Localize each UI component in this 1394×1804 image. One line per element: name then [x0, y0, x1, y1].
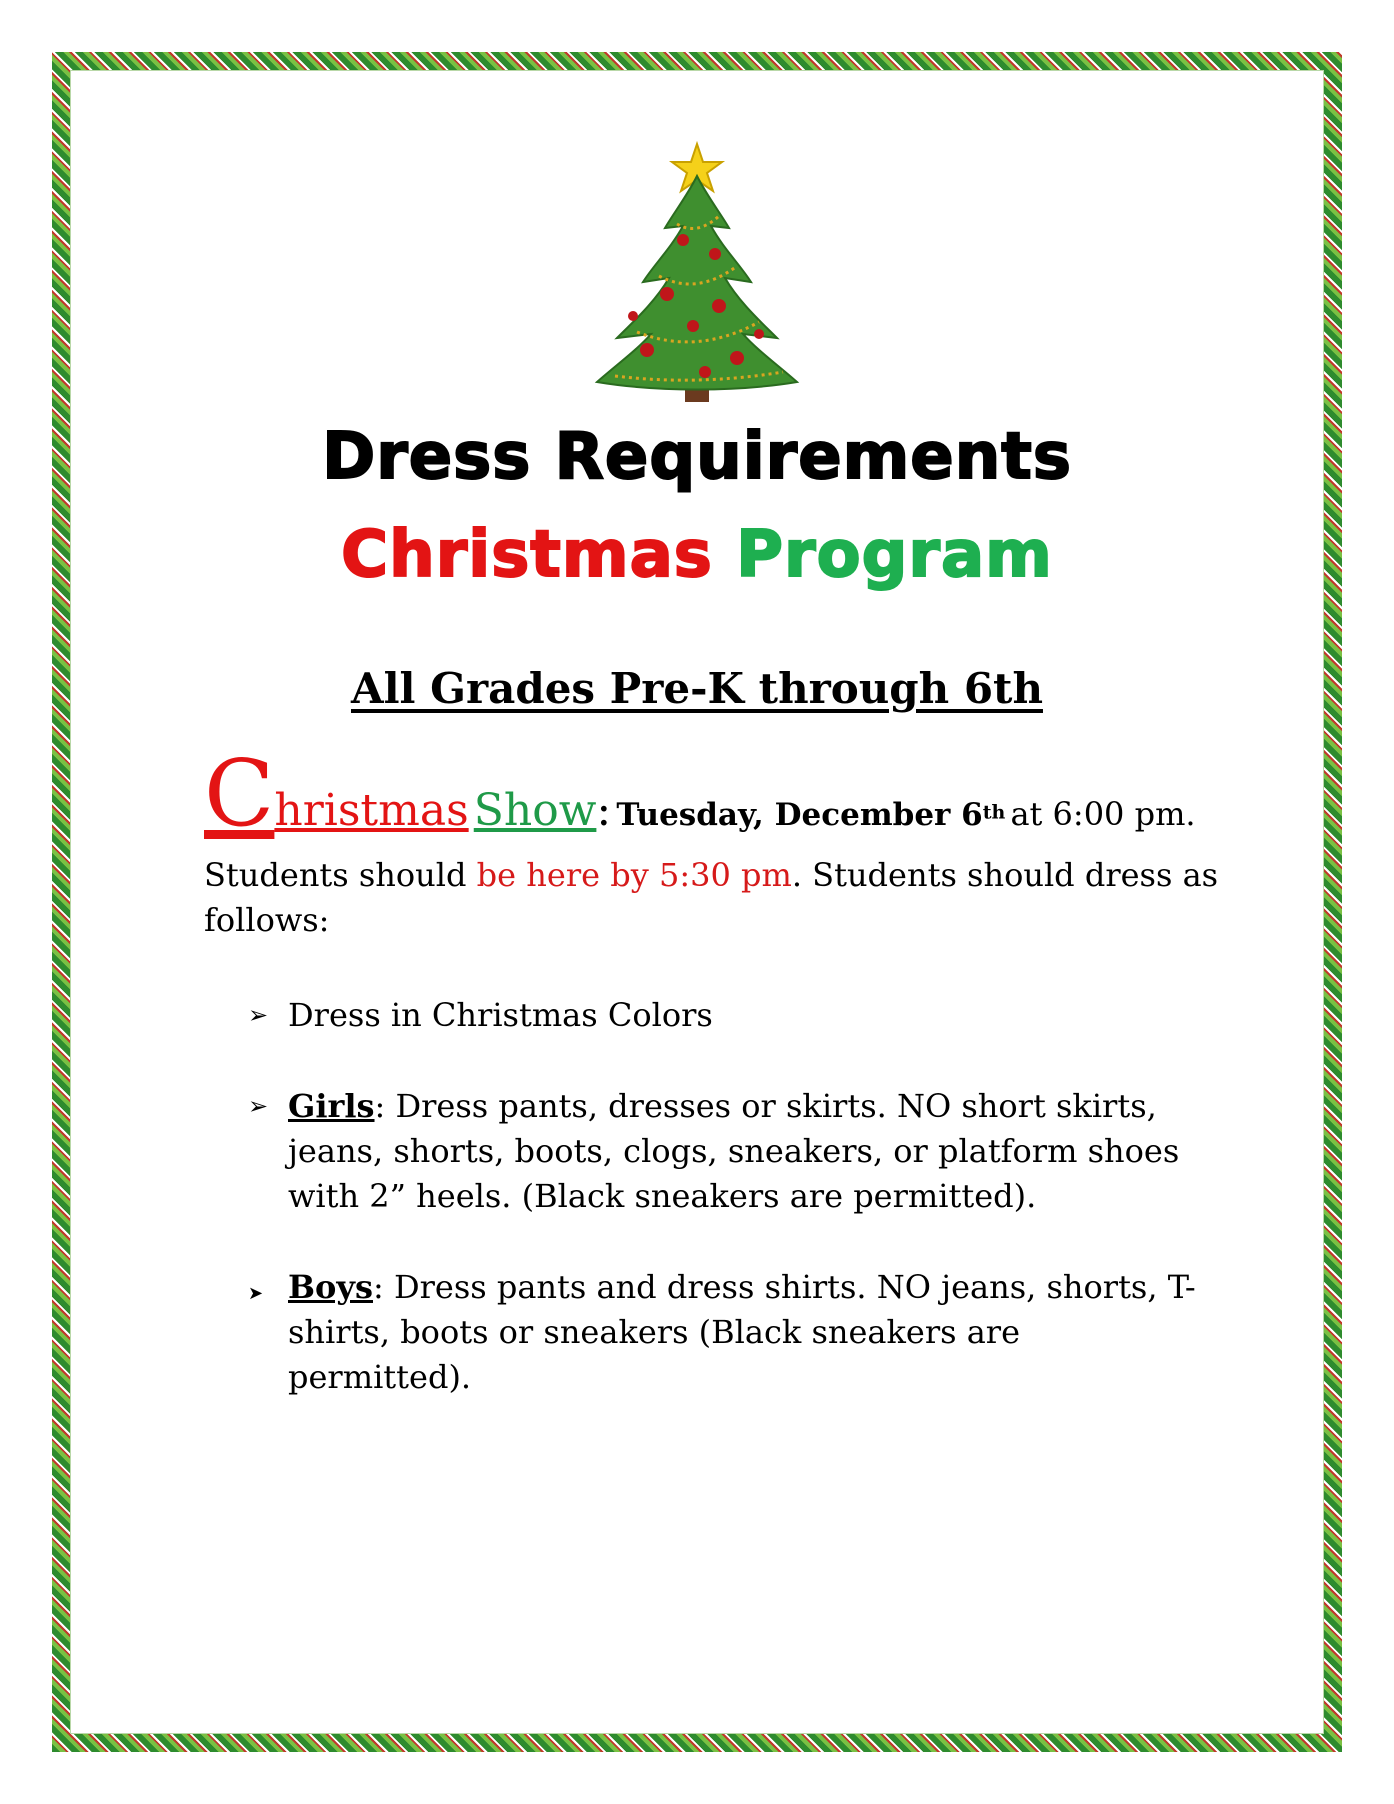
intro-part2: . Students should dress as follows:: [204, 856, 1219, 939]
bullet-text: Dress in Christmas Colors: [288, 996, 713, 1034]
subtitle-word-christmas: Christmas: [341, 518, 713, 592]
intro-highlight: be here by 5:30 pm: [476, 856, 792, 894]
grades-heading: All Grades Pre-K through 6th: [351, 664, 1043, 713]
show-word2: Show: [473, 785, 597, 836]
page-title: Dress Requirements: [322, 420, 1072, 494]
page-subtitle: [0, 518, 1394, 592]
list-item: [250, 1084, 1210, 1219]
show-date: Tuesday, December 6: [616, 797, 983, 833]
intro-paragraph: [204, 853, 1224, 943]
show-word1: hristmas: [274, 785, 469, 836]
show-date-suffix: th: [982, 801, 1006, 824]
list-item: [250, 1265, 1210, 1400]
show-line: [204, 740, 1254, 847]
bullet-text: Dress pants and dress shirts. NO jeans, shorts, T-shirts, boots or sneakers (Black sneakers are permitted).: [288, 1268, 1196, 1396]
show-time: at 6:00 pm.: [1010, 795, 1196, 833]
intro-part1: Students should: [204, 856, 477, 894]
christmas-tree-icon: [587, 136, 807, 416]
show-initial: C: [204, 740, 275, 847]
bullet-label: Girls: [288, 1087, 375, 1125]
bullet-text: Dress pants, dresses or skirts. NO short skirts, jeans, shorts, boots, clogs, sneakers, or platform shoes with 2” heels. (Black sneakers are permitted).: [288, 1087, 1180, 1215]
arrow-bullet-icon: ➤: [248, 1283, 264, 1304]
bullet-separator: :: [373, 1268, 394, 1306]
subtitle-word-program: Program: [736, 518, 1053, 592]
arrow-bullet-icon: ➢: [248, 1001, 269, 1029]
show-colon: :: [596, 785, 612, 836]
bullet-label: Boys: [288, 1268, 373, 1306]
list-item: [250, 993, 1210, 1038]
bullet-separator: :: [374, 1087, 396, 1125]
arrow-bullet-icon: ➢: [248, 1092, 269, 1120]
